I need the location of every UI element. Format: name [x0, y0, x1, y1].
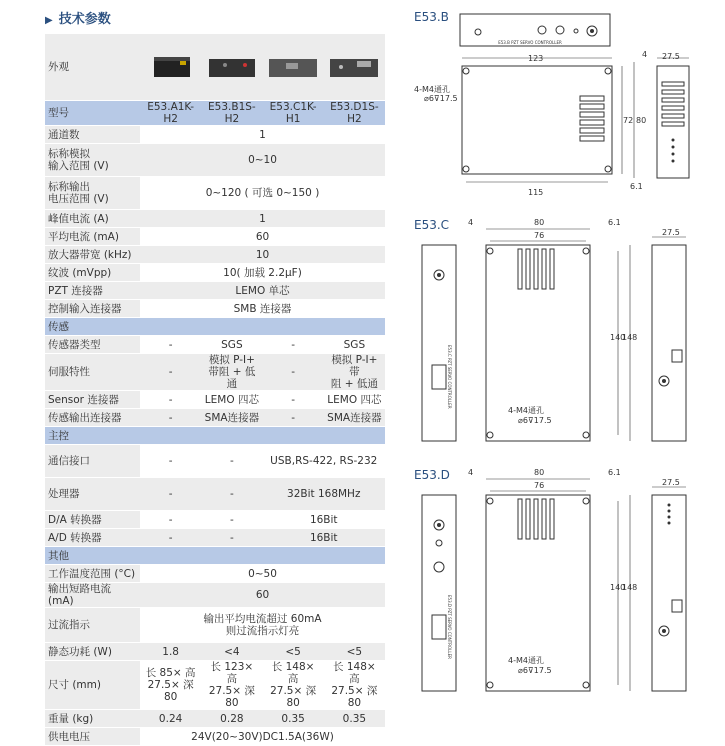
label: 供电电压: [45, 728, 140, 746]
b-dim-h-outer: 80: [636, 116, 647, 125]
c-dim-side-top: 4: [468, 218, 474, 227]
model-label: 型号: [45, 101, 140, 126]
label: Sensor 连接器: [45, 391, 140, 409]
row-supply: [45, 728, 385, 746]
product-image-b: [201, 34, 262, 101]
model-a: E53.A1K-H2: [140, 101, 201, 126]
cell: 0.35: [324, 710, 385, 728]
spec-table: [45, 34, 385, 746]
section-label: 主控: [45, 427, 385, 445]
value: 0~120 ( 可选 0~150 ): [140, 177, 385, 210]
drawing-d-svg: [400, 465, 725, 695]
section-label: 其他: [45, 547, 385, 565]
product-image-a: [140, 34, 201, 101]
cell: 1.8: [140, 643, 201, 661]
label: 标称模拟 输入范围 (V): [45, 144, 140, 177]
row-appearance: [45, 34, 385, 101]
value: LEMO 单芯: [140, 282, 385, 300]
row-bandwidth: [45, 246, 385, 264]
row-sensor-type: [45, 336, 385, 354]
value: 0~10: [140, 144, 385, 177]
label: D/A 转换器: [45, 511, 140, 529]
value: 10: [140, 246, 385, 264]
cell: 长 85× 高 27.5× 深 80: [140, 661, 201, 710]
cell: -: [140, 529, 201, 547]
value: 1: [140, 126, 385, 144]
value: 1: [140, 210, 385, 228]
d-dim-side-w: 27.5: [662, 478, 680, 487]
row-size: [45, 661, 385, 710]
product-image-d: [324, 34, 385, 101]
product-image-c: [263, 34, 324, 101]
cell: 0.24: [140, 710, 201, 728]
label: 放大器带宽 (kHz): [45, 246, 140, 264]
cell: LEMO 四芯: [201, 391, 262, 409]
label: 处理器: [45, 478, 140, 511]
label: 工作温度范围 (°C): [45, 565, 140, 583]
model-b: E53.B1S-H2: [201, 101, 262, 126]
value: 60: [140, 228, 385, 246]
row-control-connector: [45, 300, 385, 318]
d-dim-h-inner: 140: [610, 583, 626, 592]
cell: -: [140, 336, 201, 354]
value: 60: [140, 583, 385, 608]
value: 10( 加载 2.2μF): [140, 264, 385, 282]
d-dim-side-off: 6.1: [608, 468, 621, 477]
label: 通信接口: [45, 445, 140, 478]
label: 尺寸 (mm): [45, 661, 140, 710]
cell: LEMO 四芯: [324, 391, 385, 409]
drawing-d-panel-text: E53.D PZT SERVO CONTROLLER: [447, 595, 452, 659]
label: 标称输出 电压范围 (V): [45, 177, 140, 210]
row-overcurrent: [45, 608, 385, 643]
label: 通道数: [45, 126, 140, 144]
row-ad: [45, 529, 385, 547]
cell: 16Bit: [263, 511, 386, 529]
row-ripple: [45, 264, 385, 282]
section-sensing: [45, 318, 385, 336]
cell: 模拟 P-I+ 带 阻 + 低通: [324, 354, 385, 391]
c-dim-side-off: 6.1: [608, 218, 621, 227]
cell: -: [140, 445, 201, 478]
drawing-c: [400, 215, 725, 445]
b-holes-sub: ⌀6⊽17.5: [424, 94, 458, 103]
cell: USB,RS-422, RS-232: [263, 445, 386, 478]
cell: 0.28: [201, 710, 262, 728]
drawing-c-svg: [400, 215, 725, 445]
d-holes-sub: ⌀6⊽17.5: [518, 666, 552, 675]
row-sensing-output: [45, 409, 385, 427]
row-peak-current: [45, 210, 385, 228]
cell: 长 148× 高 27.5× 深 80: [263, 661, 324, 710]
title-text: 技术参数: [58, 12, 111, 27]
appearance-label: 外观: [45, 34, 140, 101]
c-dim-h-outer: 148: [622, 333, 638, 342]
row-da: [45, 511, 385, 529]
label: 过流指示: [45, 608, 140, 643]
value: SMB 连接器: [140, 300, 385, 318]
d-dim-w-outer: 80: [534, 468, 545, 477]
row-model: [45, 101, 385, 126]
cell: <4: [201, 643, 262, 661]
cell: -: [201, 511, 262, 529]
section-control: [45, 427, 385, 445]
cell: -: [263, 391, 324, 409]
label: 纹波 (mVpp): [45, 264, 140, 282]
row-pzt-connector: [45, 282, 385, 300]
c-holes: 4-M4通孔: [508, 406, 544, 415]
value: 24V(20~30V)DC1.5A(36W): [140, 728, 385, 746]
row-servo: [45, 354, 385, 391]
label: 伺服特性: [45, 354, 140, 391]
drawing-c-title: E53.C: [414, 218, 450, 232]
section-other: [45, 547, 385, 565]
c-dim-side-w: 27.5: [662, 228, 680, 237]
label: 输出短路电流 (mA): [45, 583, 140, 608]
label: 传感器类型: [45, 336, 140, 354]
label: PZT 连接器: [45, 282, 140, 300]
label: 平均电流 (mA): [45, 228, 140, 246]
row-weight: [45, 710, 385, 728]
row-short: [45, 583, 385, 608]
d-holes: 4-M4通孔: [508, 656, 544, 665]
triangle-bullet-icon: ▶: [45, 15, 53, 26]
cell: 0.35: [263, 710, 324, 728]
row-input-range: [45, 144, 385, 177]
cell: 长 148× 高 27.5× 深 80: [324, 661, 385, 710]
d-dim-h-outer: 148: [622, 583, 638, 592]
row-cpu: [45, 478, 385, 511]
b-dim-width-top: 123: [528, 54, 544, 63]
label: 静态功耗 (W): [45, 643, 140, 661]
row-sensor-connector: [45, 391, 385, 409]
row-power: [45, 643, 385, 661]
label: 控制输入连接器: [45, 300, 140, 318]
row-channels: [45, 126, 385, 144]
cell: 16Bit: [263, 529, 386, 547]
b-holes: 4-M4通孔: [414, 85, 450, 94]
cell: -: [201, 478, 262, 511]
b-dim-h-inner: 72: [623, 116, 634, 125]
cell: -: [140, 391, 201, 409]
b-dim-width-bottom: 115: [528, 188, 544, 197]
c-holes-sub: ⌀6⊽17.5: [518, 416, 552, 425]
cell: -: [201, 529, 262, 547]
label: 重量 (kg): [45, 710, 140, 728]
row-temp: [45, 565, 385, 583]
c-dim-h-inner: 140: [610, 333, 626, 342]
c-dim-w-inner: 76: [534, 231, 545, 240]
label: 传感输出连接器: [45, 409, 140, 427]
cell: -: [263, 336, 324, 354]
drawing-b-title: E53.B: [414, 10, 449, 24]
b-dim-side-top: 4: [642, 50, 648, 59]
d-dim-side-top: 4: [468, 468, 474, 477]
row-comm: [45, 445, 385, 478]
cell: -: [140, 354, 201, 391]
drawing-d: [400, 465, 725, 695]
cell: 模拟 P-I+ 带阻 + 低通: [201, 354, 262, 391]
label: A/D 转换器: [45, 529, 140, 547]
drawing-c-panel-text: E53.C PZT SERVO CONTROLLER: [447, 345, 452, 409]
cell: -: [140, 478, 201, 511]
label: 峰值电流 (A): [45, 210, 140, 228]
c-dim-w-outer: 80: [534, 218, 545, 227]
cell: SMA连接器: [201, 409, 262, 427]
row-avg-current: [45, 228, 385, 246]
drawing-b-panel-text: E53.B PZT SERVO CONTROLLER: [498, 40, 562, 45]
cell: <5: [263, 643, 324, 661]
b-dim-side-off: 6.1: [630, 182, 643, 191]
b-dim-side-w: 27.5: [662, 52, 680, 61]
d-dim-w-inner: 76: [534, 481, 545, 490]
cell: -: [140, 511, 201, 529]
value: 输出平均电流超过 60mA 则过流指示灯亮: [140, 608, 385, 643]
cell: SGS: [324, 336, 385, 354]
model-d: E53.D1S-H2: [324, 101, 385, 126]
row-output-range: [45, 177, 385, 210]
cell: -: [263, 409, 324, 427]
cell: SGS: [201, 336, 262, 354]
cell: <5: [324, 643, 385, 661]
cell: -: [263, 354, 324, 391]
drawing-d-title: E53.D: [414, 468, 450, 482]
cell: 32Bit 168MHz: [263, 478, 386, 511]
section-label: 传感: [45, 318, 385, 336]
cell: -: [201, 445, 262, 478]
value: 0~50: [140, 565, 385, 583]
cell: -: [140, 409, 201, 427]
cell: SMA连接器: [324, 409, 385, 427]
cell: 长 123× 高 27.5× 深 80: [201, 661, 262, 710]
model-c: E53.C1K-H1: [263, 101, 324, 126]
page-title: [45, 8, 111, 27]
